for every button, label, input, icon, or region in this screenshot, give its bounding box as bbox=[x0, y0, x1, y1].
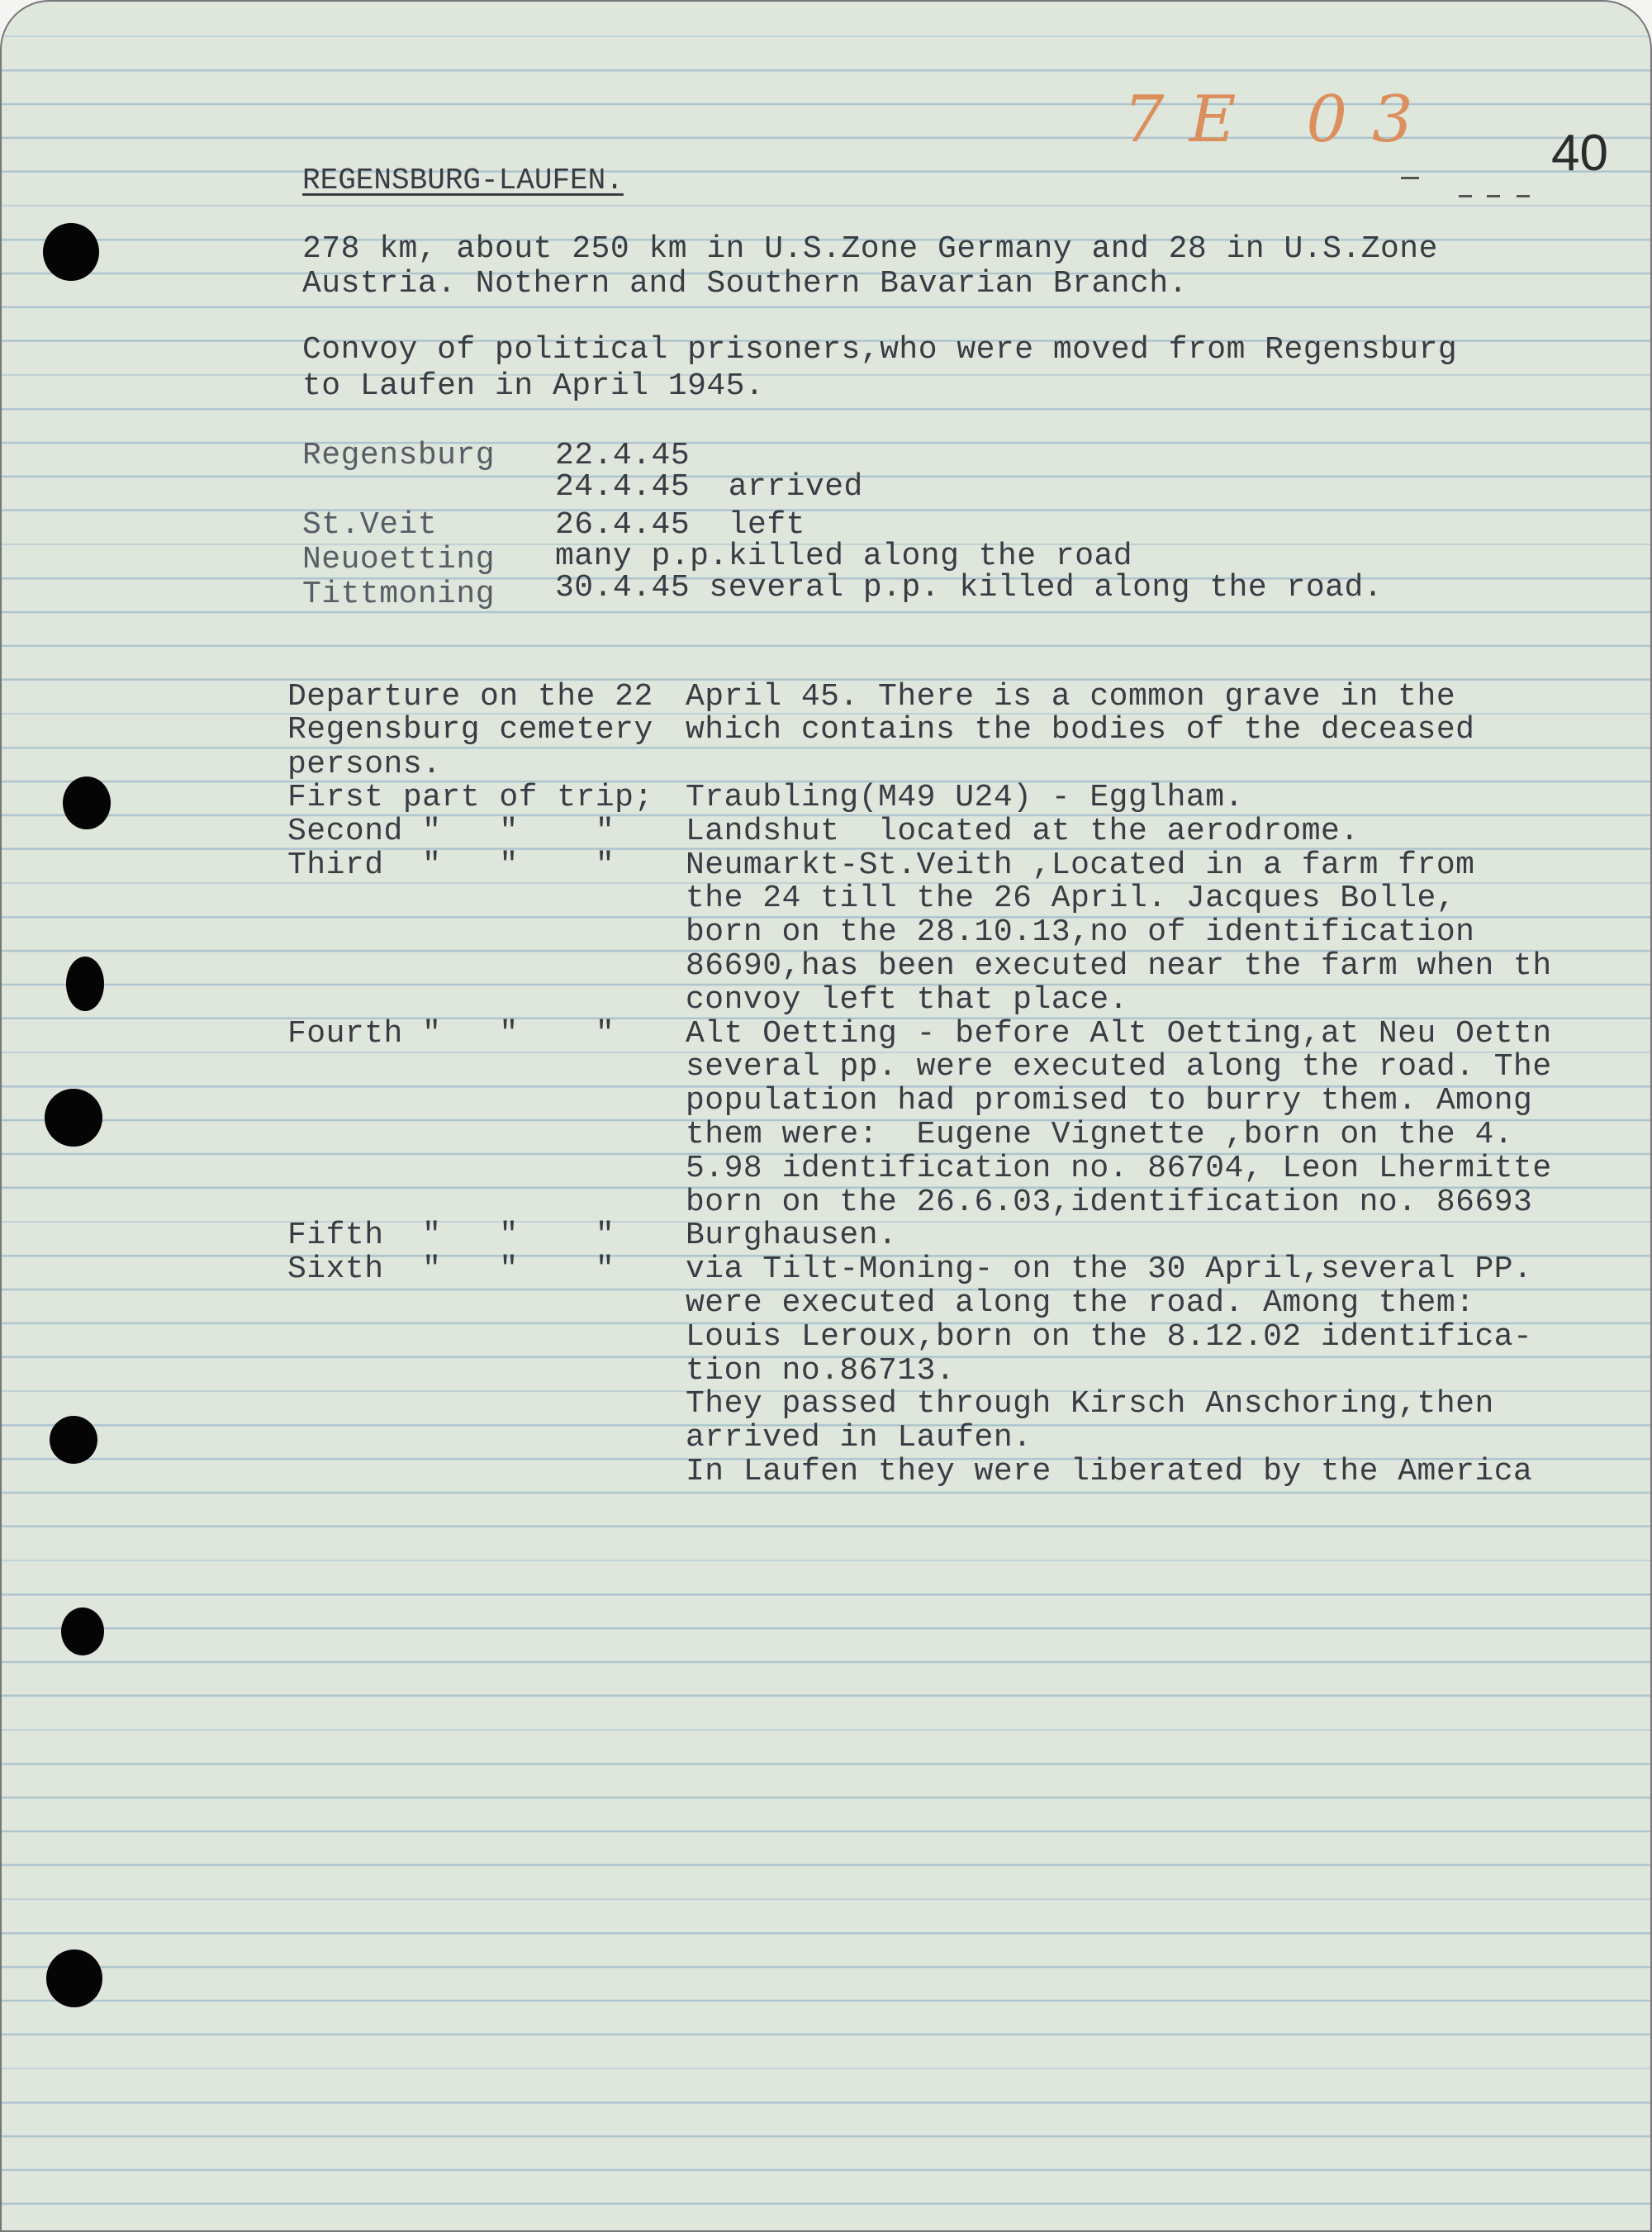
trip-part-line: born on the 28.10.13,no of identification bbox=[686, 914, 1475, 950]
trip-part-line: several pp. were executed along the road. The bbox=[686, 1049, 1552, 1085]
trip-part-line: Landshut located at the aerodrome. bbox=[686, 814, 1360, 849]
trip-part-label: Second " " " bbox=[287, 814, 615, 849]
trip-part-line: them were: Eugene Vignette ,born on the 4. bbox=[686, 1117, 1514, 1152]
pencil-dash bbox=[1517, 195, 1530, 197]
itinerary-note: 30.4.45 several p.p. killed along the road. bbox=[555, 570, 1384, 605]
intro-line: 278 km, about 250 km in U.S.Zone Germany and 28 in U.S.Zone bbox=[302, 231, 1438, 267]
trip-part-label: Third " " " bbox=[287, 848, 615, 883]
pencil-dash bbox=[1487, 195, 1500, 197]
pencil-dash bbox=[1459, 195, 1472, 197]
convoy-line: to Laufen in April 1945. bbox=[302, 368, 765, 404]
convoy-line: Convoy of political prisoners,who were moved from Regensburg bbox=[302, 332, 1458, 368]
trip-part-line: 5.98 identification no. 86704, Leon Lhermitte bbox=[686, 1151, 1552, 1186]
punch-hole-icon bbox=[66, 957, 104, 1011]
trip-part-line: were executed along the road. Among them: bbox=[686, 1285, 1475, 1321]
document-heading: REGENSBURG-LAUFEN. bbox=[302, 164, 624, 197]
trip-part-line: In Laufen they were liberated by the America bbox=[686, 1454, 1533, 1489]
trip-part-line: tion no.86713. bbox=[686, 1353, 956, 1389]
handwritten-annotation: 7E 03 bbox=[1123, 83, 1438, 157]
trip-part-label: First part of trip; bbox=[287, 780, 653, 815]
trip-part-label: Fifth " " " bbox=[287, 1218, 615, 1253]
itinerary-place: Regensburg bbox=[302, 438, 496, 473]
itinerary-note: many p.p.killed along the road bbox=[555, 539, 1133, 574]
trip-part-line: convoy left that place. bbox=[686, 982, 1128, 1018]
departure-label: Regensburg cemetery bbox=[287, 712, 653, 748]
trip-part-line: Traubling(M49 U24) - Egglham. bbox=[686, 780, 1244, 815]
trip-part-line: arrived in Laufen. bbox=[686, 1420, 1032, 1456]
trip-part-label: Fourth " " " bbox=[287, 1016, 615, 1052]
trip-part-line: born on the 26.6.03,identification no. 86693 bbox=[686, 1185, 1533, 1220]
punch-hole-icon bbox=[45, 1089, 102, 1147]
departure-text: which contains the bodies of the deceased bbox=[686, 712, 1475, 748]
itinerary-note: 22.4.45 bbox=[555, 438, 691, 473]
intro-line: Austria. Nothern and Southern Bavarian Branch. bbox=[302, 266, 1188, 302]
departure-text: April 45. There is a common grave in the bbox=[686, 679, 1456, 715]
punch-hole-icon bbox=[50, 1416, 97, 1464]
punch-hole-icon bbox=[63, 776, 111, 829]
trip-part-line: population had promised to burry them. Among bbox=[686, 1083, 1533, 1118]
trip-part-label: Sixth " " " bbox=[287, 1251, 615, 1287]
pencil-dash bbox=[1401, 177, 1419, 179]
trip-part-line: Alt Oetting - before Alt Oetting,at Neu Oettn bbox=[686, 1016, 1552, 1052]
itinerary-note: 26.4.45 left bbox=[555, 507, 805, 543]
itinerary-place: Neuoetting bbox=[302, 542, 496, 577]
itinerary-place: St.Veit bbox=[302, 507, 438, 543]
trip-part-line: Neumarkt-St.Veith ,Located in a farm from bbox=[686, 848, 1475, 883]
itinerary-note: 24.4.45 arrived bbox=[555, 469, 863, 505]
punch-hole-icon bbox=[46, 1949, 102, 2007]
itinerary-place: Tittmoning bbox=[302, 577, 496, 612]
trip-part-line: They passed through Kirsch Anschoring,then bbox=[686, 1386, 1494, 1422]
punch-hole-icon bbox=[61, 1608, 104, 1655]
trip-part-line: via Tilt-Moning- on the 30 April,several PP. bbox=[686, 1251, 1533, 1287]
trip-part-line: the 24 till the 26 April. Jacques Bolle, bbox=[686, 881, 1456, 916]
departure-label: persons. bbox=[287, 747, 442, 782]
punch-hole-icon bbox=[43, 223, 99, 281]
trip-part-line: Louis Leroux,born on the 8.12.02 identifica- bbox=[686, 1319, 1533, 1355]
trip-part-line: Burghausen. bbox=[686, 1218, 898, 1253]
departure-label: Departure on the 22 bbox=[287, 679, 653, 715]
page-number: 40 bbox=[1551, 125, 1608, 182]
trip-part-line: 86690,has been executed near the farm when th bbox=[686, 948, 1552, 984]
